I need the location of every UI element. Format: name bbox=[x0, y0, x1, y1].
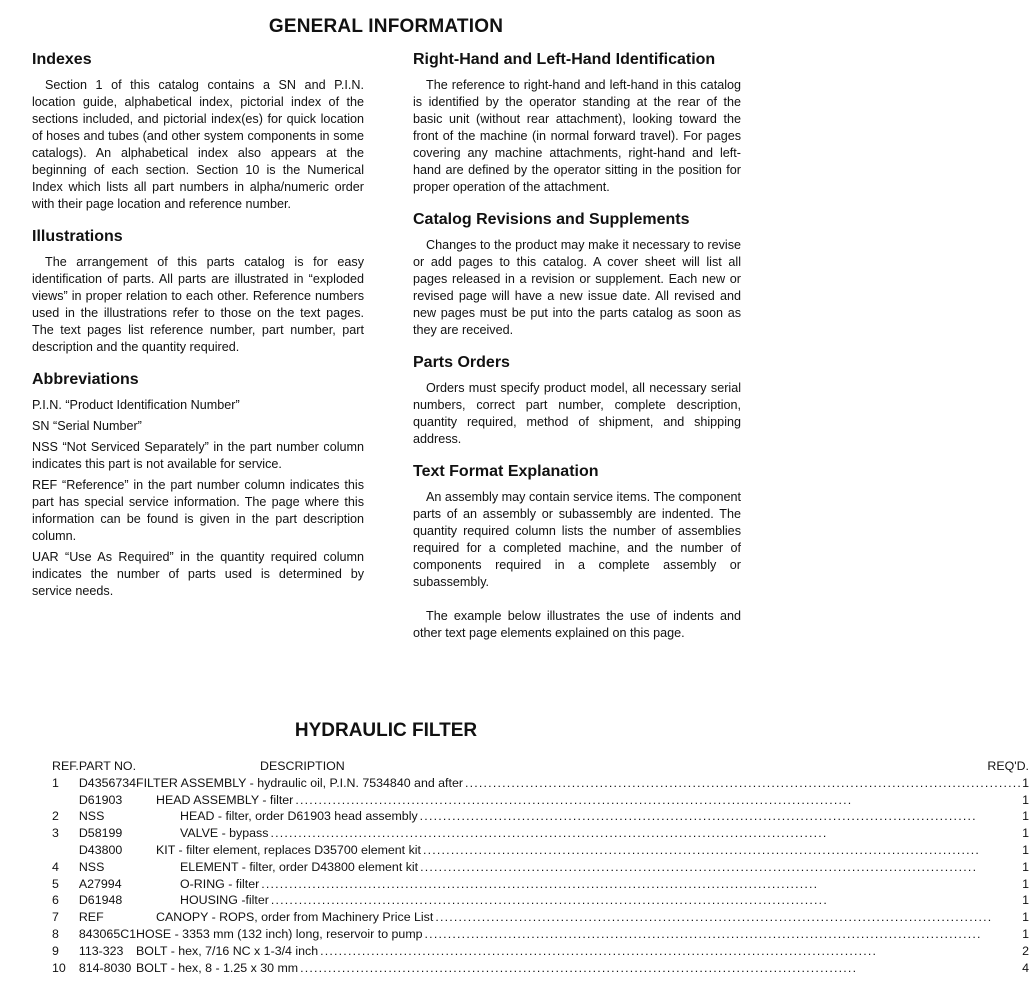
indexes-heading: Indexes bbox=[32, 51, 92, 68]
right-column bbox=[413, 50, 741, 656]
leader-dots: ........................................................................................................................ bbox=[295, 792, 853, 807]
description-cell bbox=[136, 842, 1029, 859]
ref-cell: 8 bbox=[52, 926, 59, 941]
part-no-header: PART NO. bbox=[78, 759, 137, 773]
abbreviations-heading: Abbreviations bbox=[32, 371, 139, 388]
quantity-cell: 1 bbox=[1022, 859, 1029, 874]
ref-cell: 4 bbox=[52, 859, 59, 874]
description-cell bbox=[136, 792, 1029, 809]
part-number-cell: D4356734 bbox=[78, 775, 137, 790]
leader-dots: ........................................................................................................................ bbox=[420, 859, 978, 874]
table-row bbox=[52, 876, 1029, 893]
table-row bbox=[52, 892, 1029, 909]
page-title: GENERAL INFORMATION bbox=[268, 16, 504, 37]
part-number-cell: 843065C1 bbox=[78, 926, 137, 941]
description-cell bbox=[136, 909, 1029, 926]
description-cell bbox=[136, 960, 1029, 977]
description-text: HOUSING -filter bbox=[180, 893, 269, 908]
leader-dots: ........................................................................................................................ bbox=[261, 876, 819, 891]
description-cell bbox=[136, 943, 1029, 960]
indexes-section bbox=[32, 50, 364, 213]
description-cell bbox=[136, 808, 1029, 825]
table-row bbox=[52, 792, 1029, 809]
ref-cell: 9 bbox=[52, 943, 59, 958]
parts-table bbox=[52, 758, 1029, 976]
description-text: VALVE - bypass bbox=[180, 826, 269, 841]
abbreviation-uar: UAR “Use As Required” in the quantity required column indicates the number of parts used is determined by service needs. bbox=[32, 550, 364, 598]
format-section bbox=[413, 462, 741, 642]
table-row bbox=[52, 825, 1029, 842]
ref-cell bbox=[52, 792, 79, 809]
quantity-cell: 1 bbox=[1022, 842, 1029, 857]
leader-dots: ........................................................................................................................ bbox=[424, 926, 982, 941]
part-number-cell: NSS bbox=[78, 809, 105, 824]
revisions-text: Changes to the product may make it necessary to revise or add pages to this catalog. A cover sheet will list all pages released in a revision or supplement. Each new or revised page will have a new issue date. All revised and new pages must be put into the parts catalog as soon as they are received. bbox=[413, 238, 741, 337]
leader-dots: ........................................................................................................................ bbox=[464, 775, 1023, 790]
table-row bbox=[52, 909, 1029, 926]
abbreviation-pin: P.I.N. “Product Identification Number” bbox=[32, 398, 240, 412]
illustrations-heading: Illustrations bbox=[32, 228, 123, 245]
abbreviations-section bbox=[32, 370, 364, 600]
revisions-heading: Catalog Revisions and Supplements bbox=[413, 211, 690, 228]
parts-table-body bbox=[52, 775, 1029, 977]
ref-cell: 6 bbox=[52, 893, 59, 908]
illustrations-text: The arrangement of this parts catalog is for easy identification of parts. All parts are illustrated in “exploded views” in proper relation to each other. Reference numbers used in the illustrations refer to those on the text pages. The text pages list reference number, part number, part description and the quantity required. bbox=[32, 255, 364, 354]
description-cell bbox=[136, 876, 1029, 893]
ref-cell: 1 bbox=[52, 775, 59, 790]
abbreviation-sn: SN “Serial Number” bbox=[32, 419, 142, 433]
leader-dots: ........................................................................................................................ bbox=[270, 826, 828, 841]
description-cell bbox=[136, 825, 1029, 842]
leader-dots: ........................................................................................................................ bbox=[422, 842, 981, 857]
leader-dots: ........................................................................................................................ bbox=[270, 893, 828, 908]
hydraulic-filter-title: HYDRAULIC FILTER bbox=[294, 720, 478, 741]
quantity-cell: 2 bbox=[1022, 943, 1029, 958]
part-number-cell: D61903 bbox=[78, 792, 123, 807]
quantity-cell: 1 bbox=[1022, 926, 1029, 941]
ref-cell bbox=[52, 842, 79, 859]
description-text: ELEMENT - filter, order D43800 element kit bbox=[180, 859, 419, 874]
orders-text: Orders must specify product model, all necessary serial numbers, correct part number, complete description, quantity required, method of shipment, and shipping address. bbox=[413, 381, 741, 446]
ref-cell: 5 bbox=[52, 876, 59, 891]
revisions-section bbox=[413, 210, 741, 339]
ref-cell: 7 bbox=[52, 910, 59, 925]
ref-cell: 3 bbox=[52, 826, 59, 841]
description-cell bbox=[136, 775, 1029, 792]
quantity-cell: 1 bbox=[1022, 826, 1029, 841]
format-text: An assembly may contain service items. The component parts of an assembly or subassembly are indented. The quantity required column lists the number of assemblies required for a completed machine, and the number of components required in a complete assembly or subassembly. bbox=[413, 490, 741, 589]
leader-dots: ........................................................................................................................ bbox=[300, 960, 858, 975]
description-cell bbox=[136, 859, 1029, 876]
indexes-text: Section 1 of this catalog contains a SN and P.I.N. location guide, alphabetical index, pictorial index of the sections included, and pictorial index(es) for quick location of hoses and tubes (and other system components in some catalogs). An alphabetical index also appears at the beginning of each section. Section 10 is the Numerical Index which lists all part numbers in alpha/numeric order with their page location and reference number. bbox=[32, 78, 364, 211]
part-number-cell: REF bbox=[78, 910, 104, 925]
description-text: KIT - filter element, replaces D35700 element kit bbox=[156, 842, 421, 857]
abbreviation-nss: NSS “Not Serviced Separately” in the part number column indicates this part is not available for service. bbox=[32, 440, 364, 471]
description-text: FILTER ASSEMBLY - hydraulic oil, P.I.N. 7534840 and after bbox=[136, 775, 463, 790]
table-row bbox=[52, 926, 1029, 943]
part-number-cell: 814-8030 bbox=[78, 960, 132, 975]
quantity-cell: 1 bbox=[1022, 792, 1029, 807]
format-heading: Text Format Explanation bbox=[413, 463, 599, 480]
part-number-cell: D61948 bbox=[78, 893, 123, 908]
part-number-cell: A27994 bbox=[78, 876, 122, 891]
identification-text: The reference to right-hand and left-hand in this catalog is identified by the operator standing at the rear of the basic unit (without rear attachment), looking toward the front of the machine (in normal forward travel). For pages covering any machine attachments, right-hand and left-hand are defined by the operator sitting in the position for proper operation of the attachment. bbox=[413, 78, 741, 194]
description-header: DESCRIPTION bbox=[260, 759, 345, 773]
part-number-cell: D58199 bbox=[78, 826, 123, 841]
left-column bbox=[32, 50, 364, 614]
part-number-cell: D43800 bbox=[78, 842, 123, 857]
leader-dots: ........................................................................................................................ bbox=[435, 910, 993, 925]
description-text: HEAD - filter, order D61903 head assembly bbox=[180, 809, 418, 824]
abbreviation-ref: REF “Reference” in the part number column indicates this part has special service information. The page where this information can be found is given in the part description column. bbox=[32, 478, 364, 543]
illustrations-section bbox=[32, 227, 364, 356]
ref-cell: 2 bbox=[52, 809, 59, 824]
table-row bbox=[52, 960, 1029, 977]
description-header-cell bbox=[136, 758, 1029, 775]
quantity-cell: 1 bbox=[1022, 809, 1029, 824]
part-number-cell: 113-323 bbox=[78, 943, 124, 958]
quantity-cell: 1 bbox=[1022, 876, 1029, 891]
description-text: BOLT - hex, 8 - 1.25 x 30 mm bbox=[136, 960, 299, 975]
description-text: O-RING - filter bbox=[180, 876, 260, 891]
table-row bbox=[52, 775, 1029, 792]
identification-heading: Right-Hand and Left-Hand Identification bbox=[413, 51, 716, 68]
leader-dots: ........................................................................................................................ bbox=[320, 943, 878, 958]
table-row bbox=[52, 842, 1029, 859]
table-row bbox=[52, 859, 1029, 876]
orders-section bbox=[413, 353, 741, 448]
description-text: BOLT - hex, 7/16 NC x 1-3/4 inch bbox=[136, 943, 319, 958]
description-text: HOSE - 3353 mm (132 inch) long, reservoir to pump bbox=[136, 926, 423, 941]
quantity-cell: 4 bbox=[1022, 960, 1029, 975]
ref-header: REF. bbox=[52, 759, 79, 773]
description-text: CANOPY - ROPS, order from Machinery Price List bbox=[156, 910, 434, 925]
leader-dots: ........................................................................................................................ bbox=[419, 809, 977, 824]
description-cell bbox=[136, 926, 1029, 943]
table-row bbox=[52, 808, 1029, 825]
table-row bbox=[52, 943, 1029, 960]
reqd-header: REQ'D. bbox=[987, 759, 1029, 773]
format-example-text: The example below illustrates the use of indents and other text page elements explained on this page. bbox=[413, 609, 741, 640]
orders-heading: Parts Orders bbox=[413, 354, 510, 371]
quantity-cell: 1 bbox=[1022, 775, 1029, 790]
quantity-cell: 1 bbox=[1022, 893, 1029, 908]
description-cell bbox=[136, 892, 1029, 909]
parts-table-header bbox=[52, 758, 1029, 775]
part-number-cell: NSS bbox=[78, 859, 105, 874]
quantity-cell: 1 bbox=[1022, 910, 1029, 925]
ref-cell: 10 bbox=[52, 960, 66, 975]
identification-section bbox=[413, 50, 741, 196]
description-text: HEAD ASSEMBLY - filter bbox=[156, 792, 294, 807]
